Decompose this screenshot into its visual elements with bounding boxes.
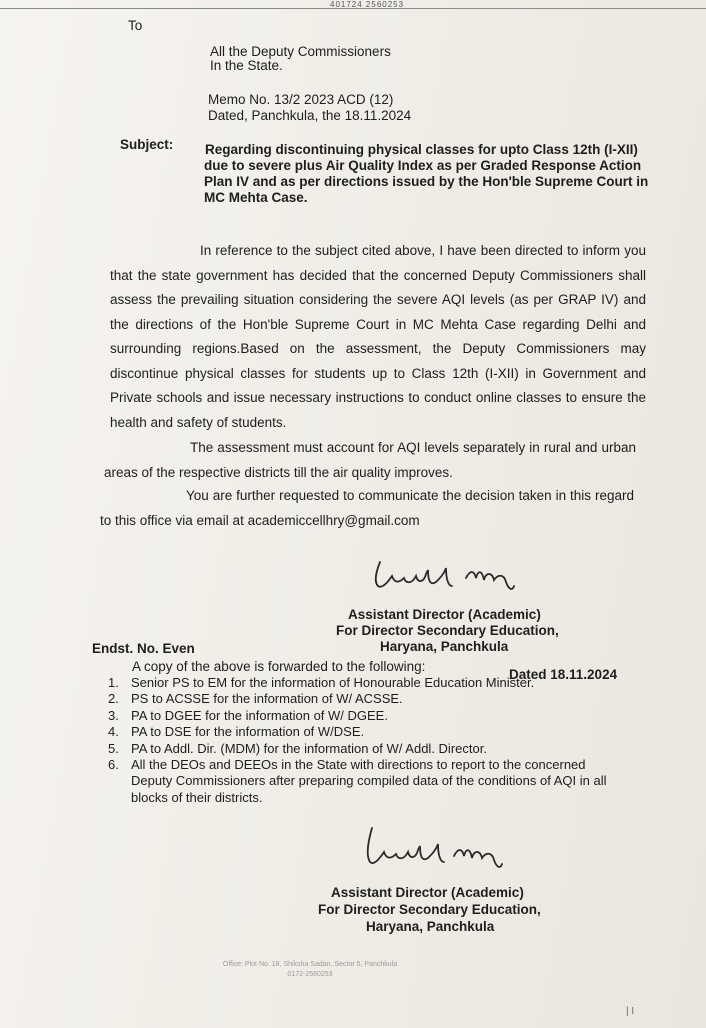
body-paragraph-3 — [100, 484, 634, 533]
list-item — [108, 675, 628, 691]
memo-date: Dated, Panchkula, the 18.11.2024 — [208, 108, 412, 123]
list-item — [108, 724, 628, 740]
signatory-1-title: Assistant Director (Academic) — [348, 607, 541, 622]
item-number: 6. — [108, 757, 119, 773]
addressee-line-2: In the State. — [210, 58, 283, 73]
item-number: 2. — [108, 691, 119, 707]
footer-address: Office: Plot No. 18, Shiksha Sadan, Sector 5, Panchkula — [222, 961, 398, 968]
paragraph-2-text: The assessment must account for AQI levels separately in rural and urban areas of the respective districts till the air quality improves. — [104, 440, 636, 480]
item-number: 5. — [108, 740, 119, 756]
to-label: To — [128, 18, 143, 33]
item-text: PA to Addl. Dir. (MDM) for the information of W/ Addl. Director. — [131, 740, 487, 756]
list-item — [108, 741, 628, 757]
paragraph-1-text: In reference to the subject cited above, I have been directed to inform you that the state government has decided that the concerned Deputy Commissioners shall assess the prevailing situation considering the severe AQI levels (as per GRAP IV) and the directions of the Hon'ble Supreme Court in MC Mehta Case regarding Delhi and surrounding regions.Based on the assessment, the Deputy Commissioners may discontinue physical classes for students up to Class 12th (I-XII) in Government and Private schools and issue necessary instructions to conduct online classes to ensure the health and safety of students. — [110, 243, 646, 430]
subject-line-3: Plan IV and as per directions issued by the Hon'ble Supreme Court in — [204, 174, 649, 189]
item-text: Senior PS to EM for the information of Honourable Education Minister. — [131, 675, 535, 690]
subject-line-2: due to severe plus Air Quality Index as per Graded Response Action — [204, 158, 642, 173]
paragraph-3-text: You are further requested to communicate the decision taken in this regard to this office via email at academiccellhry@gmail.com — [100, 488, 634, 528]
subject-label: Subject: — [120, 137, 174, 152]
signatory-2-place: Haryana, Panchkula — [366, 919, 495, 934]
item-text: PS to ACSSE for the information of W/ ACSSE. — [131, 691, 403, 707]
endorsement-number: Endst. No. Even — [92, 641, 195, 656]
list-item — [108, 691, 628, 707]
distribution-list — [108, 675, 628, 806]
item-number: 1. — [108, 675, 119, 690]
subject-line-1: Regarding discontinuing physical classes for upto Class 12th (I-XII) — [205, 142, 638, 157]
subject-line-4: MC Mehta Case. — [204, 190, 308, 205]
item-number: 4. — [108, 724, 119, 740]
addressee-line-1: All the Deputy Commissioners — [210, 44, 391, 59]
page-mark: | I — [626, 1006, 635, 1017]
item-number: 3. — [108, 707, 119, 723]
signatory-2-title: Assistant Director (Academic) — [331, 885, 524, 900]
list-item — [108, 757, 628, 806]
footer-phone: 0172-2560253 — [287, 971, 333, 978]
endorsement-date: Dated 18.11.2024 — [509, 667, 618, 682]
list-item — [108, 708, 628, 724]
item-text: PA to DSE for the information of W/DSE. — [131, 724, 365, 740]
signatory-1-office: For Director Secondary Education, — [336, 623, 559, 638]
letterhead-footer — [40, 960, 580, 980]
endorsement-intro: A copy of the above is forwarded to the following: — [132, 659, 426, 674]
memo-number: Memo No. 13/2 2023 ACD (12) — [208, 92, 394, 107]
top-reference: 401724 2560253 — [330, 0, 405, 9]
body-paragraph-2 — [104, 436, 636, 485]
signature-2 — [356, 826, 516, 874]
body-paragraph-1 — [110, 239, 646, 435]
item-text: PA to DGEE for the information of W/ DGEE. — [131, 707, 388, 723]
signatory-2-office: For Director Secondary Education, — [318, 902, 541, 917]
signature-1 — [366, 556, 526, 596]
item-text: All the DEOs and DEEOs in the State with directions to report to the concerned Deputy Commissioners after preparing compiled data of the conditions of AQI in all blocks of their districts. — [131, 757, 607, 805]
signatory-1-place: Haryana, Panchkula — [380, 639, 509, 654]
